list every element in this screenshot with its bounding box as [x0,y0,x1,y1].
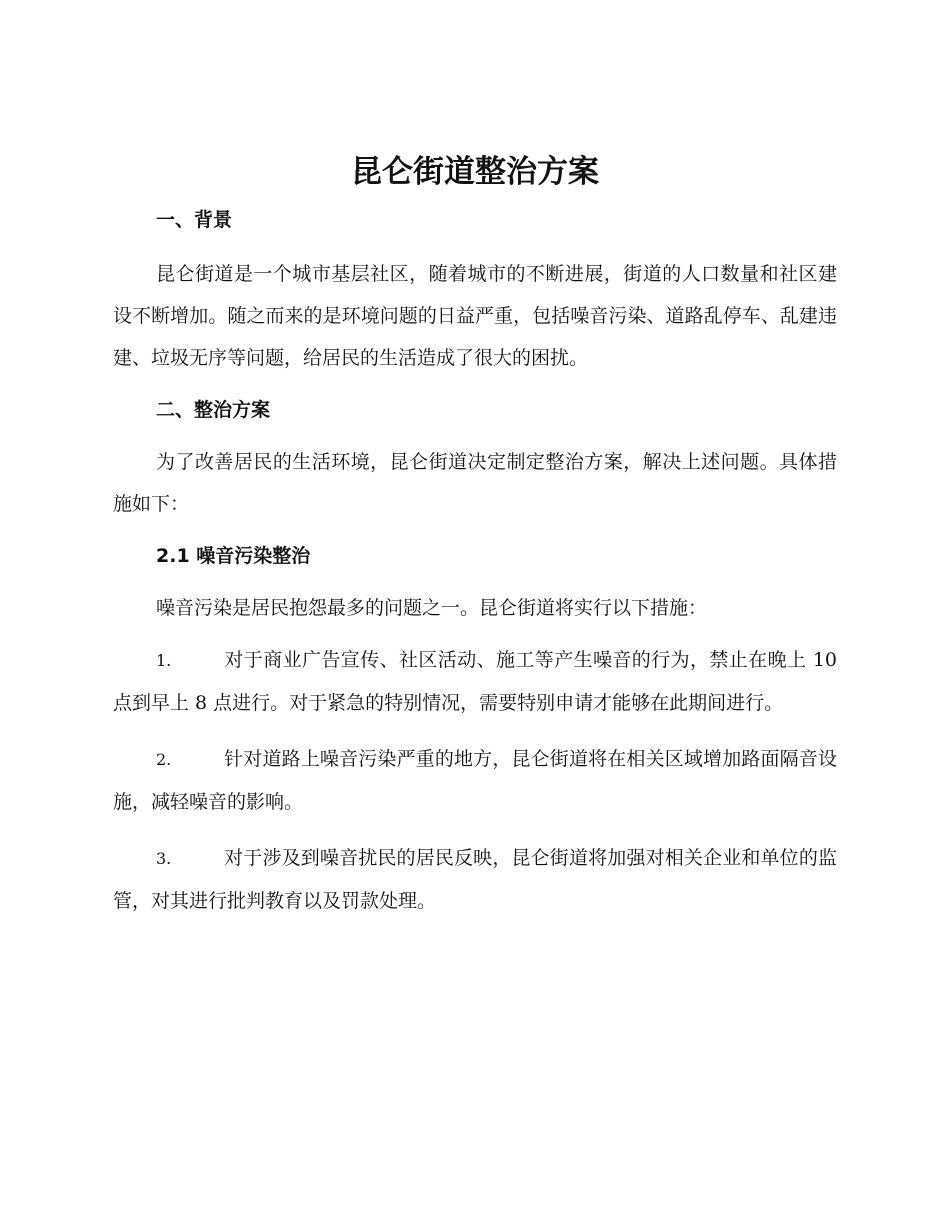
list-item [113,837,837,922]
list-item [113,639,837,724]
subsection-heading-noise: 2.1 噪音污染整治 [156,545,311,567]
list-item-text: 针对道路上噪音污染严重的地方，昆仑街道将在相关区域增加路面隔音设施，减轻噪音的影响。 [113,748,837,813]
list-item [113,738,837,823]
section-heading-background: 一、背景 [156,209,233,231]
list-item-text: 对于涉及到噪音扰民的居民反映，昆仑街道将加强对相关企业和单位的监管，对其进行批判教育以及罚款处理。 [113,847,837,912]
background-paragraph: 昆仑街道是一个城市基层社区，随着城市的不断进展，街道的人口数量和社区建设不断增加。随之而来的是环境问题的日益严重，包括噪音污染、道路乱停车、乱建违建、垃圾无序等问题，给居民的生活造成了很大的困扰。 [113,263,837,369]
list-item-number: 2. [156,750,172,769]
document-body [113,199,837,922]
plan-paragraph: 为了改善居民的生活环境，昆仑街道决定制定整治方案，解决上述问题。具体措施如下： [113,451,837,515]
page-title: 昆仑街道整治方案 [351,154,599,190]
noise-intro-paragraph: 噪音污染是居民抱怨最多的问题之一。昆仑街道将实行以下措施： [156,597,708,619]
list-item-number: 3. [156,849,172,868]
section-heading-plan: 二、整治方案 [156,399,271,421]
list-item-number: 1. [156,651,172,670]
list-item-text: 对于商业广告宣传、社区活动、施工等产生噪音的行为，禁止在晚上 10 点到早上 8 点进行。对于紧急的特别情况，需要特别申请才能够在此期间进行。 [113,649,837,714]
